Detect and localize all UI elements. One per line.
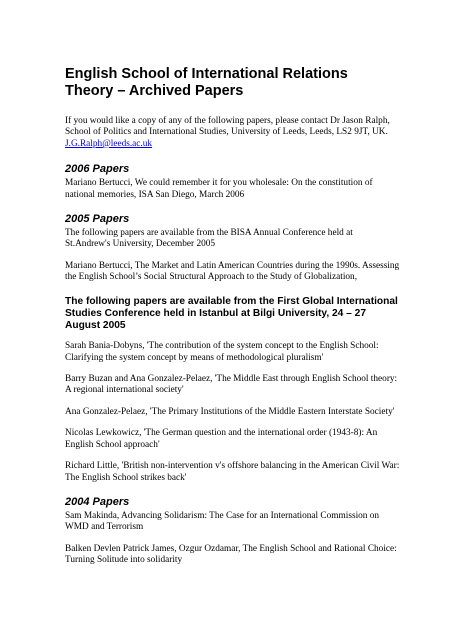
section-heading-2006: 2006 Papers (65, 163, 130, 176)
paper-entry: Mariano Bertucci, The Market and Latin American Countries during the 1990s. Assessing the English School’s Social Structural Approach to the Study of Globalization, (65, 260, 400, 283)
paper-entry: Balken Devlen Patrick James, Ozgur Ozdamar, The English School and Rational Choice: Turning Solitude into solidarity (65, 543, 397, 566)
conference-heading: The following papers are available from the First Global International Studies Conference held in Istanbul at Bilgi University, 24 – 27 August 2005 (65, 295, 398, 332)
section-heading-2005: 2005 Papers (65, 213, 130, 226)
intro-text: If you would like a copy of any of the following papers, please contact Dr Jason Ralph, School of Politics and International Studies, University of Leeds, Leeds, LS2 9JT, UK. (65, 116, 390, 138)
section-2004 (65, 496, 400, 567)
section-2006 (65, 163, 400, 201)
page-title: English School of International Relations Theory – Archived Papers (65, 66, 348, 99)
paper-entry: Barry Buzan and Ana Gonzalez-Pelaez, 'The Middle East through English School theory: A regional international society' (65, 374, 398, 396)
email-link[interactable]: J.G.Ralph@leeds.ac.uk (65, 138, 153, 149)
paper-entry: The following papers are available from the BISA Annual Conference held at St.Andrew's University, December 2005 (65, 228, 353, 250)
paper-entry: Nicolas Lewkowicz, 'The German question and the international order (1943-8): An English School approach' (65, 428, 378, 450)
section-conference (65, 296, 400, 484)
paper-entry: Mariano Bertucci, We could remember it for you wholesale: On the constitution of national memories, ISA San Diego, March 2006 (65, 178, 373, 200)
paper-entry: Richard Little, 'British non-intervention v's offshore balancing in the American Civil War: The English School strikes back' (65, 461, 400, 483)
intro-paragraph (65, 116, 400, 150)
paper-entry: Sam Makinda, Advancing Solidarism: The Case for an International Commission on WMD and Terrorism (65, 510, 380, 533)
section-heading-2004: 2004 Papers (65, 495, 130, 508)
paper-entry: Sarah Bania-Dobyns, 'The contribution of the system concept to the English School: Clarifying the system concept by means of methodological pluralism' (65, 341, 379, 363)
section-2005 (65, 213, 400, 284)
paper-entry: Ana Gonzalez-Pelaez, 'The Primary Institutions of the Middle Eastern Interstate Society' (65, 406, 395, 417)
